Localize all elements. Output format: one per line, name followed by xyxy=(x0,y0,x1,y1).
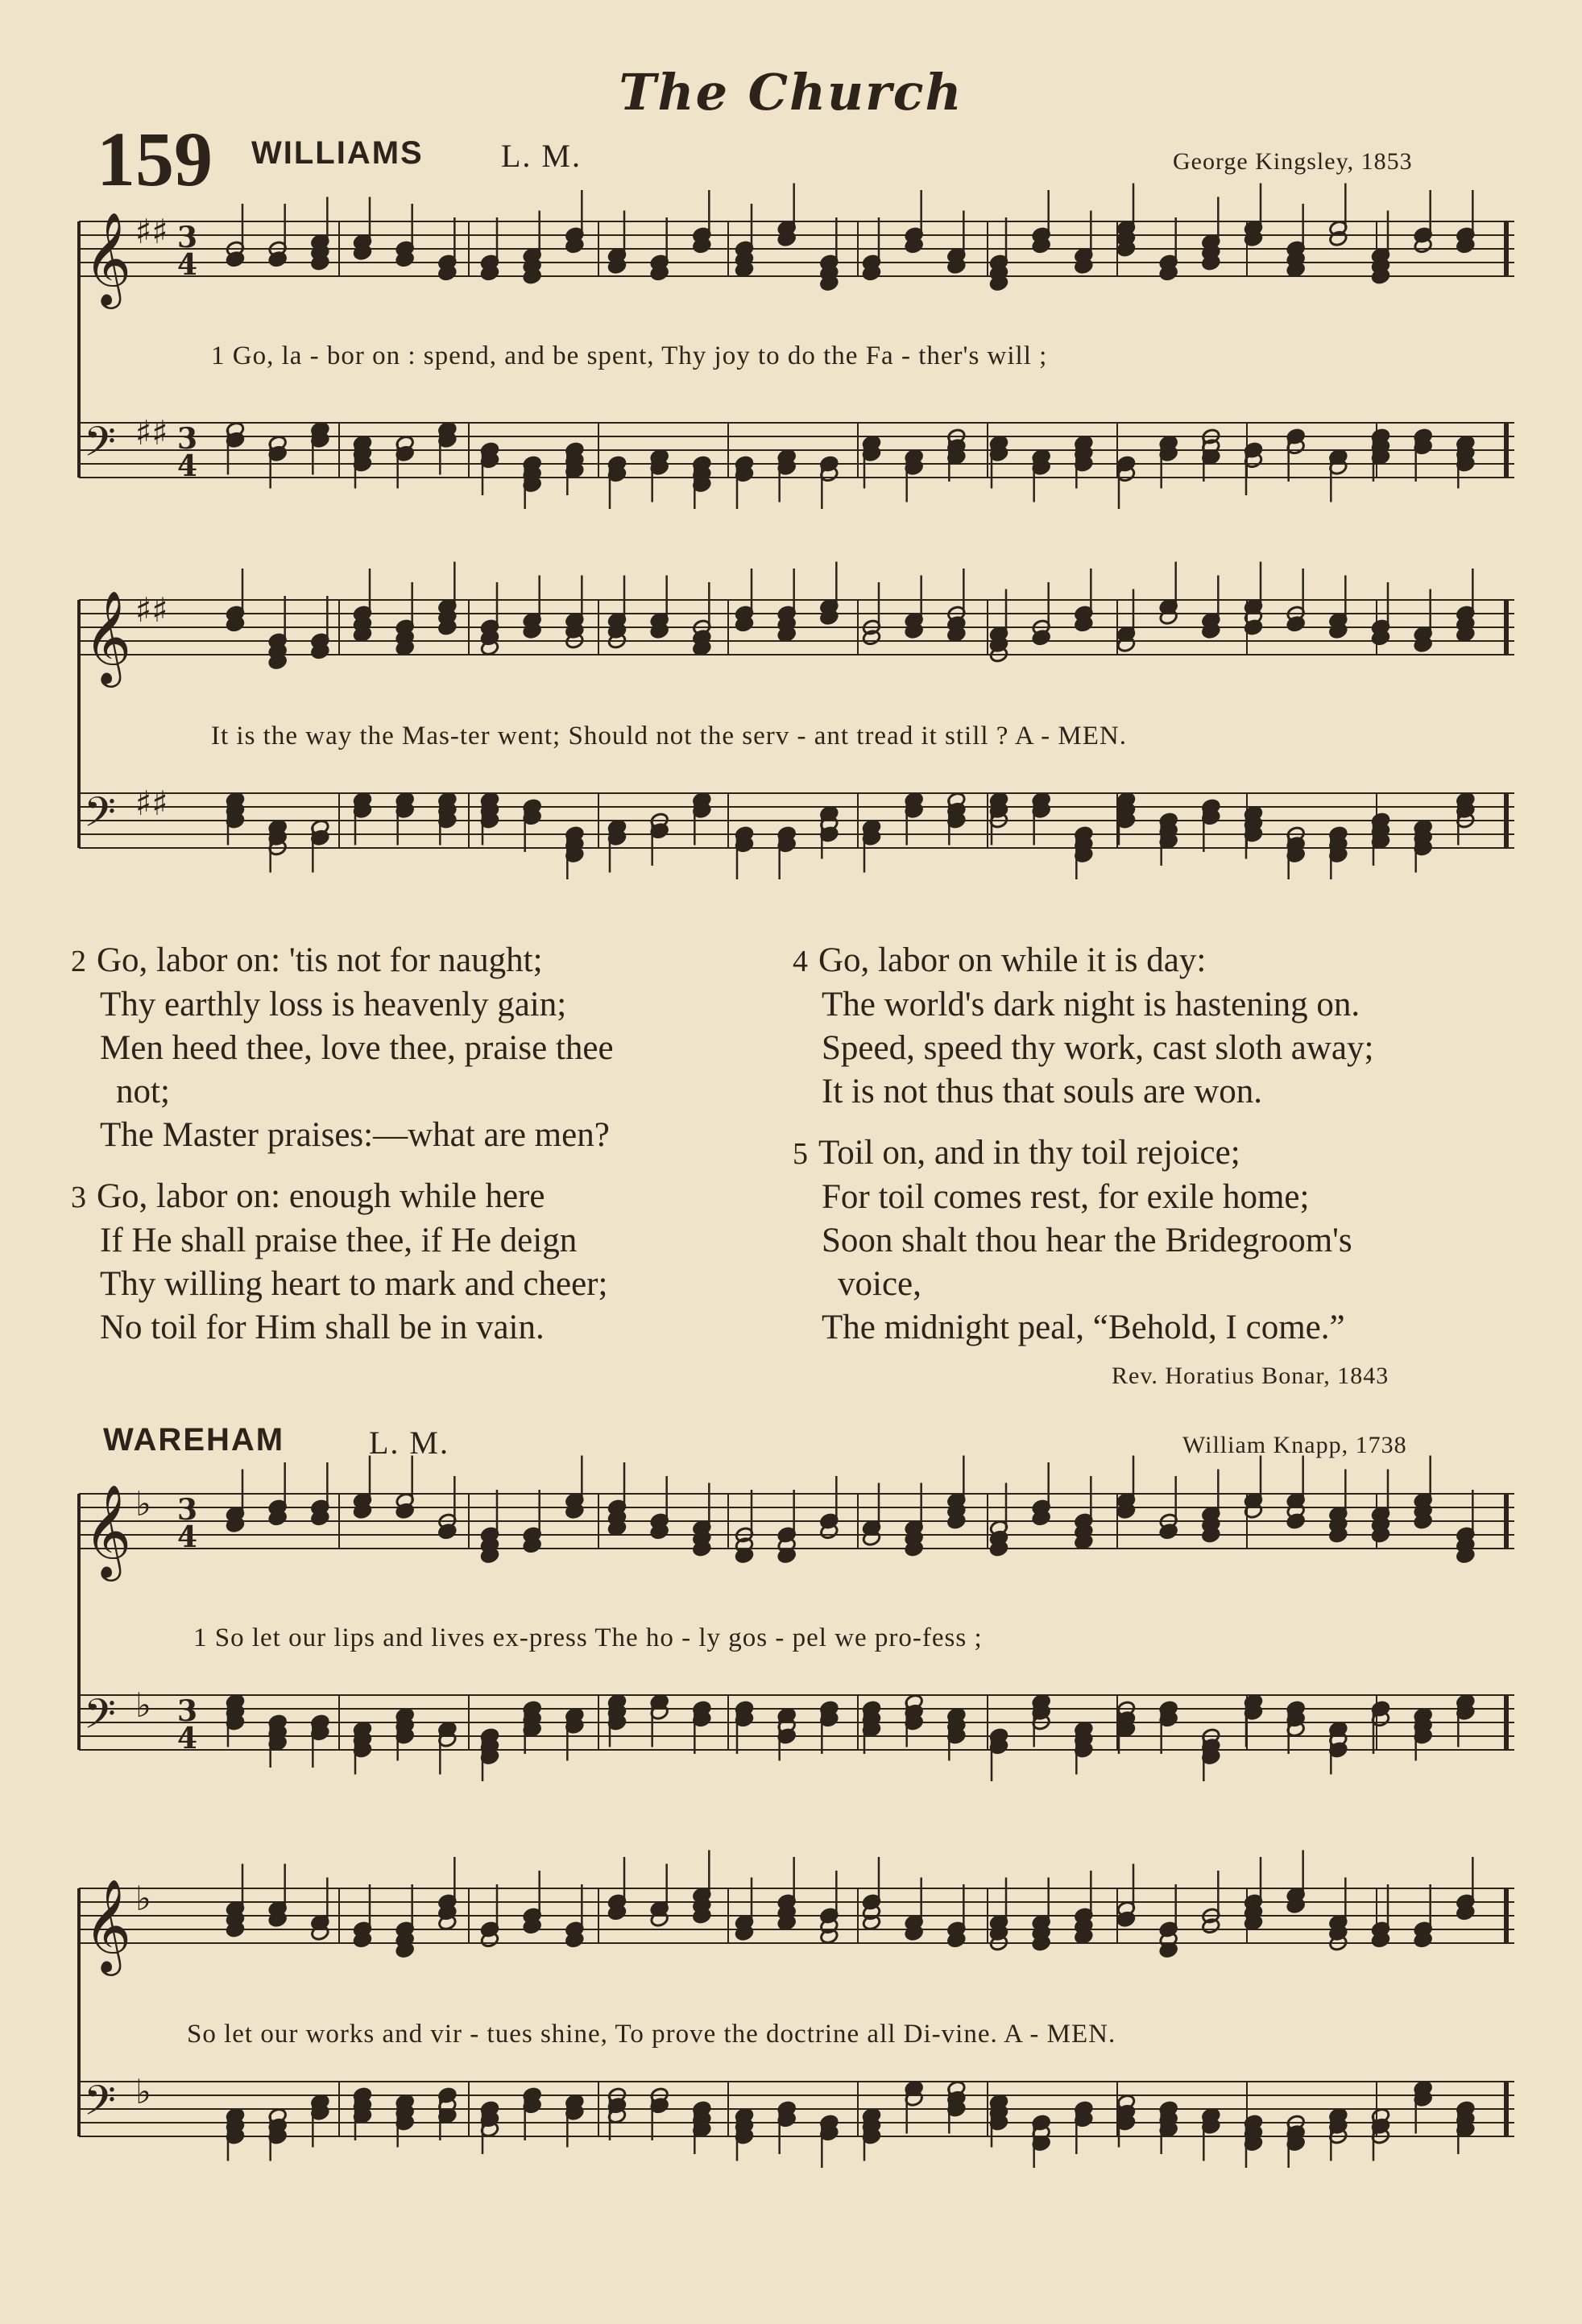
verse-line: Thy willing heart to mark and cheer; xyxy=(100,1265,608,1303)
verse-line: It is not thus that souls are won. xyxy=(822,1073,1263,1110)
bass-clef-icon: 𝄢 xyxy=(84,2076,116,2135)
page-header: The Church xyxy=(619,63,963,122)
time-signature: 4 xyxy=(177,248,198,282)
verse-number: 5 xyxy=(793,1137,808,1171)
verse-line: The world's dark night is hastening on. xyxy=(822,986,1360,1023)
verse-line: Go, labor on while it is day: xyxy=(818,941,1207,979)
time-signature: 3 xyxy=(177,1694,198,1728)
hymn-number: 159 xyxy=(97,116,213,202)
time-signature: 4 xyxy=(177,1722,198,1755)
verse-line: Go, labor on: 'tis not for naught; xyxy=(97,941,543,979)
verse-number: 3 xyxy=(71,1181,86,1214)
treble-clef-icon: 𝄞 xyxy=(84,1483,132,1578)
treble-clef-icon: 𝄞 xyxy=(84,1878,132,1972)
meter-williams: L. M. xyxy=(501,138,582,174)
flat-icon: ♭ xyxy=(135,2072,151,2112)
verse-line: Soon shalt thou hear the Bridegroom's xyxy=(822,1222,1352,1259)
verse-line: Men heed thee, love thee, praise thee xyxy=(100,1029,614,1067)
sharp-icon: ♯♯ xyxy=(135,784,168,824)
lyric-line: 1 So let our lips and lives ex-press The ho - ly gos - pel we pro-fess ; xyxy=(193,1623,983,1652)
verse-line: The Master praises:—what are men? xyxy=(100,1116,610,1154)
bass-clef-icon: 𝄢 xyxy=(84,1689,116,1748)
treble-clef-icon: 𝄞 xyxy=(84,211,132,305)
verse-line: If He shall praise thee, if He deign xyxy=(100,1222,578,1259)
time-signature: 3 xyxy=(177,221,198,254)
verse-line: Speed, speed thy work, cast sloth away; xyxy=(822,1029,1374,1067)
lyric-line: It is the way the Mas-ter went; Should not the serv - ant tread it still ? A - MEN. xyxy=(211,722,1127,751)
sharp-icon: ♯♯ xyxy=(135,413,168,453)
verse-line: Toil on, and in thy toil rejoice; xyxy=(818,1134,1240,1172)
verse-line: Go, labor on: enough while here xyxy=(97,1177,545,1215)
bass-clef-icon: 𝄢 xyxy=(84,417,116,476)
lyric-line: 1 Go, la - bor on : spend, and be spent, Thy joy to do the Fa - ther's will ; xyxy=(211,341,1048,370)
time-signature: 3 xyxy=(177,1493,198,1527)
verse-line: The midnight peal, “Behold, I come.” xyxy=(822,1309,1345,1346)
time-signature: 3 xyxy=(177,422,198,456)
verses-left xyxy=(71,939,614,1350)
composer-wareham: William Knapp, 1738 xyxy=(1182,1432,1407,1458)
verse-number: 2 xyxy=(71,945,86,978)
time-signature: 4 xyxy=(177,449,198,483)
verse-number: 4 xyxy=(793,945,808,978)
sharp-icon: ♯♯ xyxy=(135,590,168,631)
verses-right xyxy=(793,939,1373,1350)
flat-icon: ♭ xyxy=(135,1685,151,1726)
verse-line: No toil for Him shall be in vain. xyxy=(100,1309,545,1346)
composer-williams: George Kingsley, 1853 xyxy=(1173,148,1413,175)
treble-clef-icon: 𝄞 xyxy=(84,589,132,684)
author-credit: Rev. Horatius Bonar, 1843 xyxy=(1112,1363,1389,1389)
flat-icon: ♭ xyxy=(135,1879,151,1919)
sharp-icon: ♯♯ xyxy=(135,212,168,252)
tune-name-wareham: WAREHAM xyxy=(103,1422,285,1458)
verse-line: voice, xyxy=(838,1265,921,1303)
verse-line: For toil comes rest, for exile home; xyxy=(822,1178,1310,1216)
bass-clef-icon: 𝄢 xyxy=(84,788,116,846)
verse-line: not; xyxy=(116,1073,170,1110)
flat-icon: ♭ xyxy=(135,1484,151,1524)
tune-name-williams: WILLIAMS xyxy=(251,135,424,171)
time-signature: 4 xyxy=(177,1520,198,1554)
meter-wareham: L. M. xyxy=(369,1425,449,1461)
lyric-line: So let our works and vir - tues shine, To prove the doctrine all Di-vine. A - MEN. xyxy=(187,2020,1116,2049)
verse-line: Thy earthly loss is heavenly gain; xyxy=(100,986,567,1023)
